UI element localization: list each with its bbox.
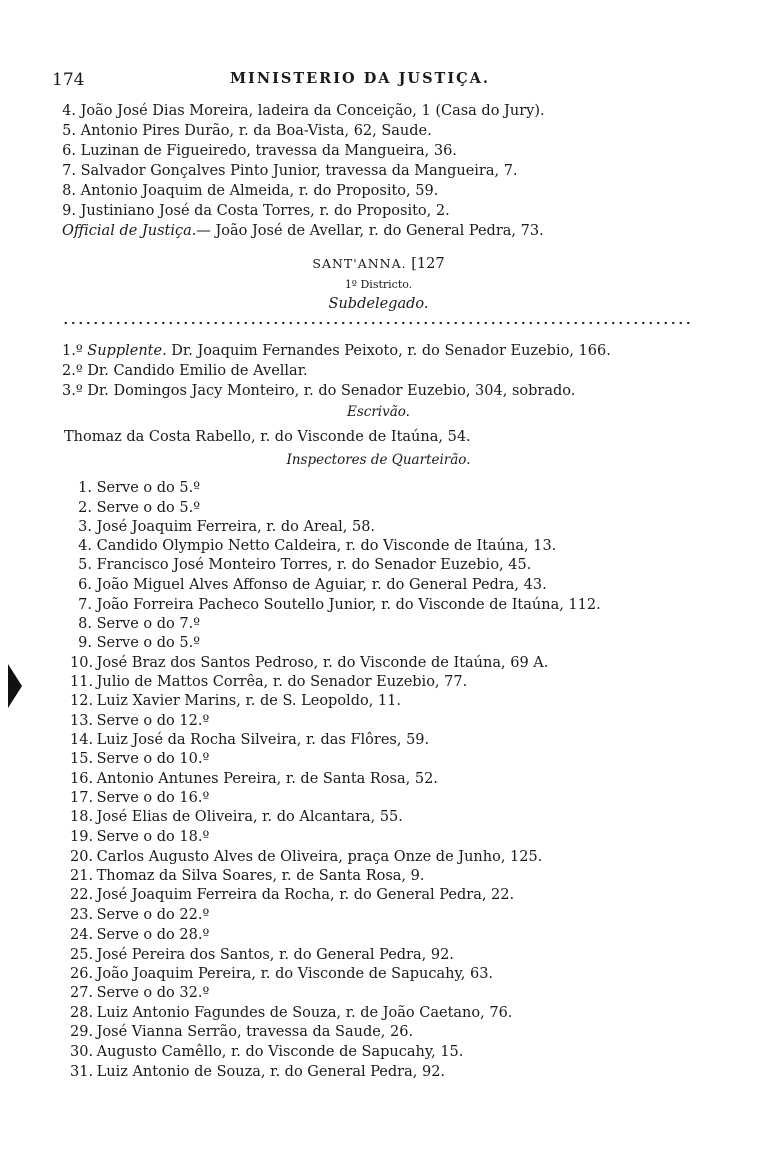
list-item: 11. Julio de Mattos Corrêa, r. do Senador Euzebio, 77.: [70, 674, 468, 690]
list-item: 25. José Pereira dos Santos, r. do General Pedra, 92.: [70, 947, 454, 963]
list-item: 28. Luiz Antonio Fagundes de Souza, r. de João Caetano, 76.: [70, 1005, 513, 1021]
list-item: 20. Carlos Augusto Alves de Oliveira, praça Onze de Junho, 125.: [70, 849, 543, 865]
inspectores-heading: Inspectores de Quarteirão.: [286, 452, 471, 468]
page-number: 174: [52, 70, 85, 90]
list-item: 8. Antonio Joaquim de Almeida, r. do Proposito, 59.: [62, 183, 439, 199]
list-item: 27. Serve o do 32.º: [70, 985, 210, 1001]
list-item: 4. João José Dias Moreira, ladeira da Conceição, 1 (Casa do Jury).: [62, 103, 545, 119]
escrivao-line: Thomaz da Costa Rabello, r. do Visconde de Itaúna, 54.: [64, 429, 471, 445]
list-item: 26. João Joaquim Pereira, r. do Visconde de Sapucahy, 63.: [70, 966, 494, 982]
list-item: 22. José Joaquim Ferreira da Rocha, r. do General Pedra, 22.: [70, 887, 515, 903]
subdelegado-heading: Subdelegado.: [328, 296, 429, 312]
list-item: 13. Serve o do 12.º: [70, 713, 210, 729]
list-item: 1. Serve o do 5.º: [78, 480, 201, 496]
official-line: Official de Justiça.— João José de Avellar, r. do General Pedra, 73.: [62, 223, 544, 239]
list-item: 7. João Forreira Pacheco Soutello Junior, r. do Visconde de Itaúna, 112.: [78, 597, 601, 613]
district-label: 1º Districto.: [344, 278, 413, 291]
subdelegado-item: 1.º Supplente. Dr. Joaquim Fernandes Peixoto, r. do Senador Euzebio, 166.: [62, 343, 611, 359]
list-item: 30. Augusto Camêllo, r. do Visconde de Sapucahy, 15.: [70, 1044, 464, 1060]
list-item: 6. João Miguel Alves Affonso de Aguiar, r. do General Pedra, 43.: [78, 577, 547, 593]
list-item: 2. Serve o do 5.º: [78, 500, 201, 516]
list-item: 31. Luiz Antonio de Souza, r. do General Pedra, 92.: [70, 1064, 446, 1080]
list-item: 16. Antonio Antunes Pereira, r. de Santa Rosa, 52.: [70, 771, 438, 787]
list-item: 21. Thomaz da Silva Soares, r. de Santa Rosa, 9.: [70, 868, 425, 884]
margin-mark: [8, 664, 22, 708]
list-item: 10. José Braz dos Santos Pedroso, r. do Visconde de Itaúna, 69 A.: [70, 655, 549, 671]
list-item: 9. Justiniano José da Costa Torres, r. do Proposito, 2.: [62, 203, 450, 219]
list-item: 29. José Vianna Serrão, travessa da Saude, 26.: [70, 1024, 414, 1040]
list-item: 5. Francisco José Monteiro Torres, r. do Senador Euzebio, 45.: [78, 557, 532, 573]
list-item: 9. Serve o do 5.º: [78, 635, 201, 651]
subdelegado-item: 3.º Dr. Domingos Jacy Monteiro, r. do Senador Euzebio, 304, sobrado.: [62, 383, 576, 399]
list-item: 3. José Joaquim Ferreira, r. do Areal, 58.: [78, 519, 376, 535]
escrivao-heading: Escrivão.: [347, 404, 410, 420]
list-item: 7. Salvador Gonçalves Pinto Junior, travessa da Mangueira, 7.: [62, 163, 518, 179]
page-header-title: MINISTERIO DA JUSTIÇA.: [230, 70, 490, 87]
list-item: 24. Serve o do 28.º: [70, 927, 210, 943]
section-heading: SANT'ANNA. [127: [312, 256, 445, 272]
list-item: 12. Luiz Xavier Marins, r. de S. Leopoldo, 11.: [70, 693, 401, 709]
list-item: 23. Serve o do 22.º: [70, 907, 210, 923]
list-item: 19. Serve o do 18.º: [70, 829, 210, 845]
subdelegado-item: 2.º Dr. Candido Emilio de Avellar.: [62, 363, 308, 379]
list-item: 14. Luiz José da Rocha Silveira, r. das Flôres, 59.: [70, 732, 430, 748]
list-item: 18. José Elias de Oliveira, r. do Alcantara, 55.: [70, 809, 403, 825]
list-item: 5. Antonio Pires Durão, r. da Boa-Vista, 62, Saude.: [62, 123, 432, 139]
list-item: 17. Serve o do 16.º: [70, 790, 210, 806]
list-item: 4. Candido Olympio Netto Caldeira, r. do Visconde de Itaúna, 13.: [78, 538, 557, 554]
list-item: 15. Serve o do 10.º: [70, 751, 210, 767]
list-item: 6. Luzinan de Figueiredo, travessa da Mangueira, 36.: [62, 143, 457, 159]
dotted-divider: [62, 320, 694, 326]
list-item: 8. Serve o do 7.º: [78, 616, 201, 632]
